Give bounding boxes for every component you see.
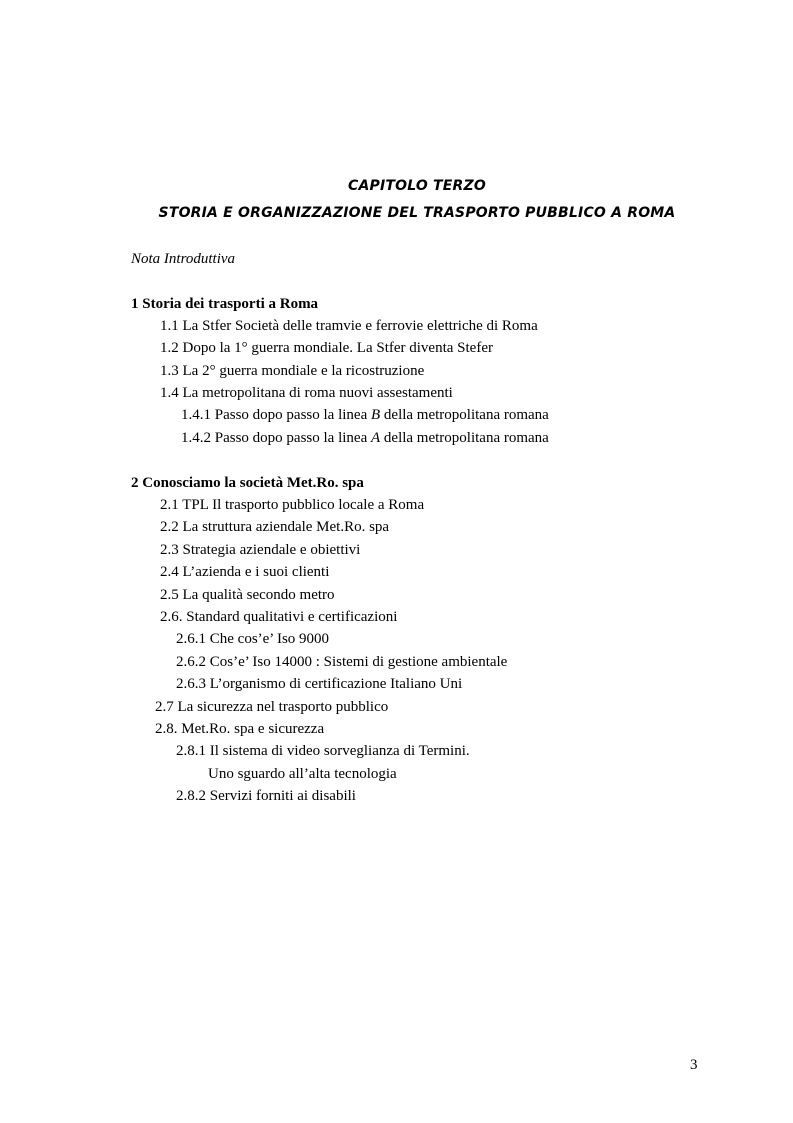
toc-subitem: 2.6.1 Che cos’e’ Iso 9000 <box>176 631 330 647</box>
toc-item: 2.4 L’azienda e i suoi clienti <box>160 564 330 580</box>
toc-subitem-continuation: Uno sguardo all’alta tecnologia <box>208 766 397 782</box>
toc-item: 1.1 La Stfer Società delle tramvie e ferrovie elettriche di Roma <box>160 318 538 334</box>
line-letter: A <box>370 430 381 446</box>
toc-subitem-text: della metropolitana romana <box>380 407 549 423</box>
toc-subitem: 2.6.3 L’organismo di certificazione Italiano Uni <box>176 676 463 692</box>
toc-item: 1.4 La metropolitana di roma nuovi assestamenti <box>160 385 453 401</box>
toc-item: 2.7 La sicurezza nel trasporto pubblico <box>155 699 389 715</box>
toc-subitem: 2.6.2 Cos’e’ Iso 14000 : Sistemi di gestione ambientale <box>176 654 508 670</box>
toc-item: 2.2 La struttura aziendale Met.Ro. spa <box>160 519 390 535</box>
chapter-label: CAPITOLO TERZO <box>348 178 486 194</box>
toc-item: 2.5 La qualità secondo metro <box>160 587 335 603</box>
toc-subitem-text: 1.4.1 Passo dopo passo la linea <box>181 407 371 423</box>
page-number: 3 <box>690 1057 698 1073</box>
toc-item: 2.6. Standard qualitativi e certificazioni <box>160 609 398 625</box>
line-letter: B <box>370 407 381 423</box>
toc-item: 2.8. Met.Ro. spa e sicurezza <box>155 721 325 737</box>
toc-item: 2.3 Strategia aziendale e obiettivi <box>160 542 361 558</box>
toc-subitem-text: della metropolitana romana <box>380 430 549 446</box>
toc-subitem <box>181 429 549 447</box>
intro-note: Nota Introduttiva <box>131 251 236 267</box>
section-1-title: 1 Storia dei trasporti a Roma <box>131 296 319 312</box>
toc-item: 2.1 TPL Il trasporto pubblico locale a Roma <box>160 497 425 513</box>
toc-item: 1.2 Dopo la 1° guerra mondiale. La Stfer diventa Stefer <box>160 340 493 356</box>
toc-subitem-text: 1.4.2 Passo dopo passo la linea <box>181 430 371 446</box>
chapter-title: STORIA E ORGANIZZAZIONE DEL TRASPORTO PUBBLICO A ROMA <box>158 205 676 221</box>
toc-subitem: 2.8.2 Servizi forniti ai disabili <box>176 788 356 804</box>
toc-subitem <box>181 406 549 424</box>
toc-subitem: 2.8.1 Il sistema di video sorveglianza di Termini. <box>176 743 470 759</box>
toc-item: 1.3 La 2° guerra mondiale e la ricostruzione <box>160 363 425 379</box>
section-2-title: 2 Conosciamo la società Met.Ro. spa <box>131 475 364 491</box>
